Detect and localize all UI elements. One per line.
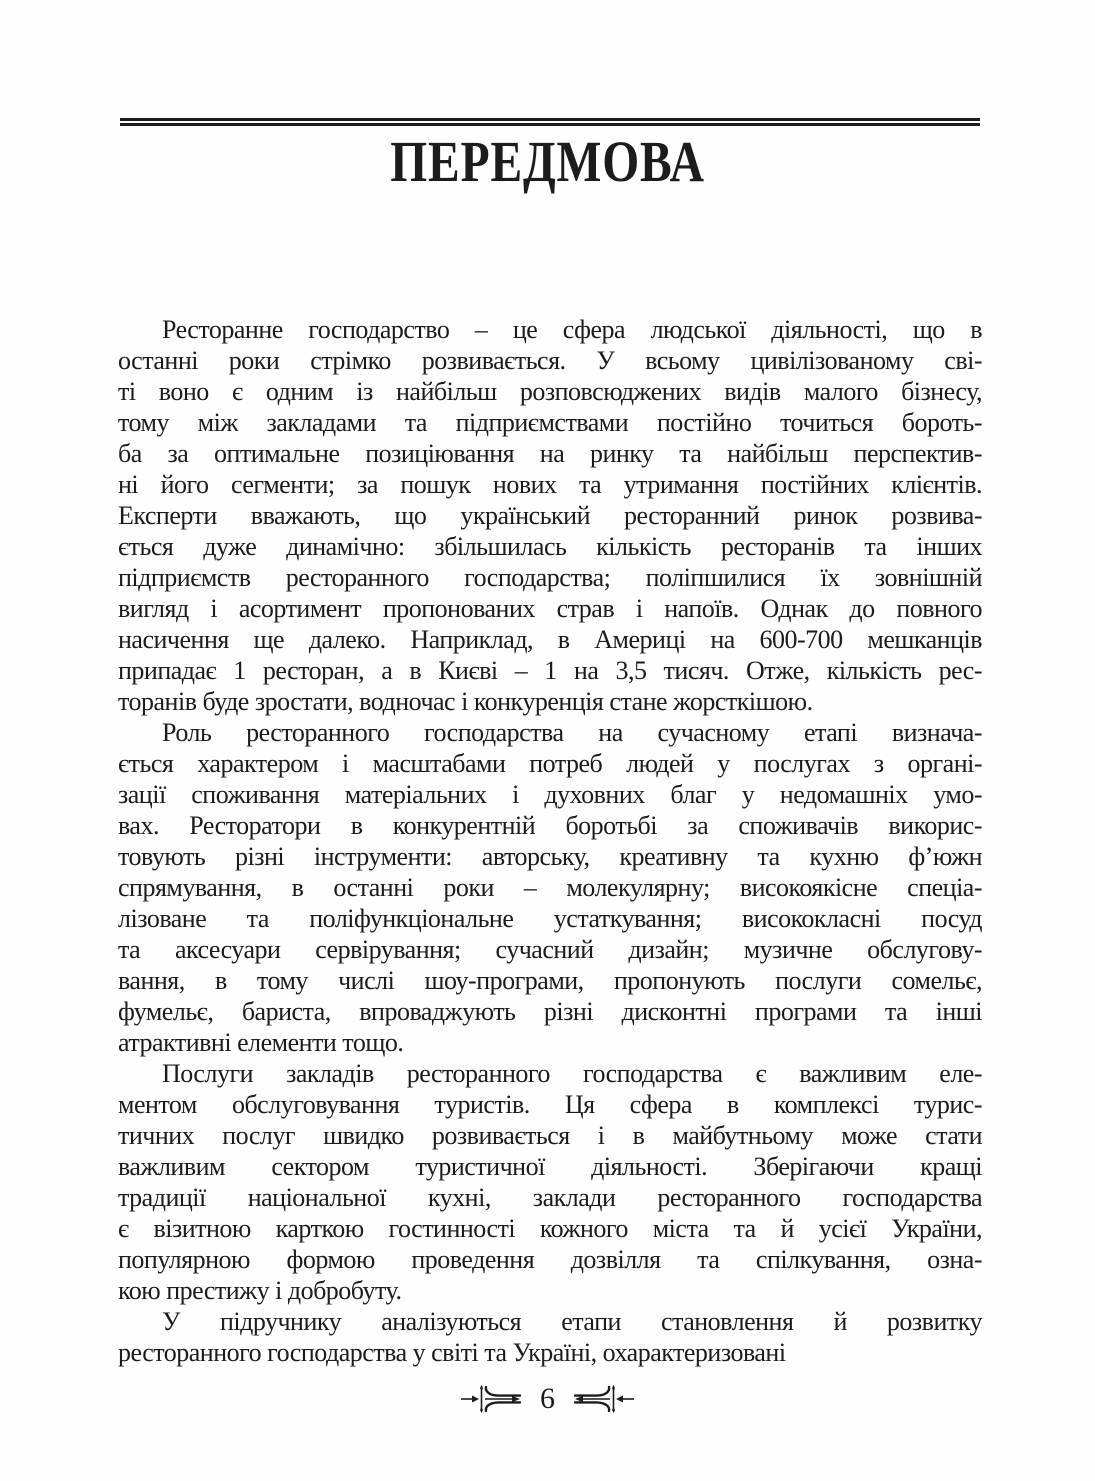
text-line: спрямування, в останні роки – молекулярну; високоякісне спеціа- xyxy=(118,873,982,902)
text-line: ні його сегменти; за пошук нових та утримання постійних клієнтів. xyxy=(118,470,982,499)
text-line: Експерти вважають, що український ресторанний ринок розвива- xyxy=(118,501,982,530)
text-line: Ресторанне господарство – це сфера людської діяльності, що в xyxy=(162,315,982,344)
chapter-title: ПЕРЕДМОВА xyxy=(390,129,705,194)
text-line: популярною формою проведення дозвілля та спілкування, озна- xyxy=(118,1245,982,1274)
text-line: ті воно є одним із найбільш розповсюджених видів малого бізнесу, xyxy=(118,377,982,406)
text-line: тому між закладами та підприємствами постійно точиться бороть- xyxy=(118,408,982,437)
text-line: Послуги закладів ресторанного господарства є важливим еле- xyxy=(162,1059,982,1088)
text-line: лізоване та поліфункціональне устаткування; висококласні посуд xyxy=(118,904,982,933)
text-line: є візитною карткою гостинності кожного міста та й усієї України, xyxy=(118,1214,982,1243)
text-line: ба за оптимальне позиціювання на ринку та найбільш перспектив- xyxy=(118,439,982,468)
text-line: зації споживання матеріальних і духовних благ у недомашніх умо- xyxy=(118,780,982,809)
text-line: вання, в тому числі шоу-програми, пропонують послуги сомельє, xyxy=(118,966,982,995)
text-line: вигляд і асортимент пропонованих страв і напоїв. Однак до повного xyxy=(118,594,982,623)
text-line: ється дуже динамічно: збільшилась кількість ресторанів та інших xyxy=(118,532,982,561)
text-line: останні роки стрімко розвивається. У всьому цивілізованому сві- xyxy=(118,346,982,375)
text-line: ресторанного господарства у світі та Україні, охарактеризовані xyxy=(118,1338,786,1367)
text-line: традиції національної кухні, заклади ресторанного господарства xyxy=(118,1183,982,1212)
text-line: кою престижу і добробуту. xyxy=(118,1276,402,1305)
text-line: Роль ресторанного господарства на сучасному етапі визнача- xyxy=(162,718,982,747)
body-text xyxy=(118,314,982,1368)
text-line: підприємств ресторанного господарства; поліпшилися їх зовнішній xyxy=(118,563,982,592)
fleuron-arrow-right-icon xyxy=(573,1384,635,1414)
text-line: та аксесуари сервірування; сучасний дизайн; музичне обслугову- xyxy=(118,935,982,964)
text-line: вах. Ресторатори в конкурентній боротьбі за споживачів викорис- xyxy=(118,811,982,840)
rule-line-bottom xyxy=(120,123,980,126)
text-line: У підручнику аналізуються етапи становлення й розвитку xyxy=(162,1307,982,1336)
text-line: фумельє, бариста, впроваджують різні дисконтні програми та інші xyxy=(118,997,982,1026)
text-line: торанів буде зростати, водночас і конкуренція стане жорсткішою. xyxy=(118,687,813,716)
text-line: атрактивні елементи тощо. xyxy=(118,1028,404,1057)
text-line: товують різні інструменти: авторську, креативну та кухню ф’южн xyxy=(118,842,982,871)
fleuron-arrow-left-icon xyxy=(460,1384,522,1414)
text-line: ментом обслуговування туристів. Ця сфера в комплексі турис- xyxy=(118,1090,982,1119)
page-number: 6 xyxy=(540,1382,555,1415)
double-rule xyxy=(120,118,980,126)
text-line: припадає 1 ресторан, а в Києві – 1 на 3,5 тисяч. Отже, кількість рес- xyxy=(118,656,982,685)
text-line: насичення ще далеко. Наприклад, в Америці на 600-700 мешканців xyxy=(118,625,982,654)
text-line: тичних послуг швидко розвивається і в майбутньому може стати xyxy=(118,1121,982,1150)
text-line: важливим сектором туристичної діяльності. Зберігаючи кращі xyxy=(118,1152,982,1181)
rule-line-top xyxy=(120,118,980,121)
text-line: ється характером і масштабами потреб людей у послугах з органі- xyxy=(118,749,982,778)
page-footer xyxy=(0,1384,1095,1414)
